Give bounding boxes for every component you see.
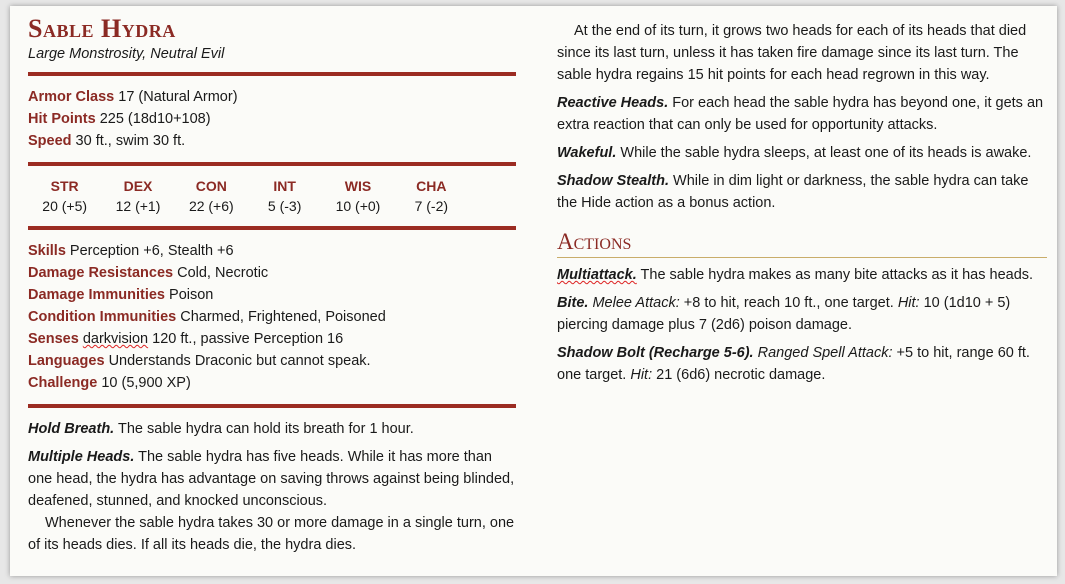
action-name: Bite.	[557, 295, 589, 311]
hit-points-label: Hit Points	[28, 111, 96, 127]
ability-value: 12 (+1)	[115, 198, 161, 214]
damage-resistances-label: Damage Resistances	[28, 265, 174, 281]
hit-label: Hit:	[897, 295, 920, 311]
condition-immunities-value: Charmed, Frightened, Poisoned	[180, 309, 386, 325]
ability-value: 22 (+6)	[188, 198, 234, 214]
monster-name: Sable Hydra	[28, 14, 176, 43]
attack-type: Melee Attack:	[592, 295, 680, 311]
ability-value: 5 (-3)	[267, 198, 302, 214]
action-text: +5 to hit, range 60 ft. one target.	[557, 345, 1030, 383]
condition-immunities	[28, 306, 516, 328]
right-column	[557, 20, 1047, 392]
challenge-value: 10 (5,900 XP)	[101, 375, 191, 391]
ability-name: CHA	[416, 178, 447, 194]
trait-text: The sable hydra has five heads. While it has more than one head, the hydra has advantage on saving throws against being blinded, deafened, stunned, and knocked unconscious.	[28, 449, 515, 509]
ability-cha	[395, 176, 468, 216]
trait-multiple-heads-cont-2: At the end of its turn, it grows two heads for each of its heads that died since its last turn, unless it has taken fire damage since its last turn. The sable hydra regains 15 hit points for each head regrown in this way.	[557, 23, 1027, 83]
trait-multiple-heads	[28, 446, 516, 512]
ability-value: 20 (+5)	[42, 198, 88, 214]
trait-name: Reactive Heads.	[557, 95, 669, 111]
ability-value: 7 (-2)	[414, 198, 449, 214]
trait-reactive-heads	[557, 92, 1047, 136]
languages-label: Languages	[28, 353, 105, 369]
ability-wis	[321, 176, 394, 216]
speed-value: 30 ft., swim 30 ft.	[75, 133, 186, 149]
challenge	[28, 372, 516, 394]
speed-label: Speed	[28, 133, 72, 149]
action-name: Multiattack.	[557, 267, 637, 283]
damage-immunities-label: Damage Immunities	[28, 287, 165, 303]
action-multiattack	[557, 264, 1047, 286]
condition-immunities-label: Condition Immunities	[28, 309, 177, 325]
trait-shadow-stealth	[557, 170, 1047, 214]
trait-text: While in dim light or darkness, the sable hydra can take the Hide action as a bonus action.	[557, 173, 1029, 211]
languages-value: Understands Draconic but cannot speak.	[108, 353, 371, 369]
trait-multiple-heads-cont: Whenever the sable hydra takes 30 or more damage in a single turn, one of its heads dies. If all its heads die, the hydra dies.	[28, 515, 515, 553]
attack-type: Ranged Spell Attack:	[757, 345, 893, 361]
action-bite	[557, 292, 1047, 336]
ability-value: 10 (+0)	[335, 198, 381, 214]
action-text: The sable hydra makes as many bite attacks as it has heads.	[640, 267, 1034, 283]
hit-text: 10 (1d10 + 5) piercing damage plus 7 (2d6) poison damage.	[557, 295, 1011, 333]
ability-name: WIS	[344, 178, 372, 194]
basic-stats	[28, 86, 516, 152]
stat-block-sheet	[10, 6, 1057, 576]
ability-int	[248, 176, 321, 216]
trait-name: Multiple Heads.	[28, 449, 135, 465]
hit-points-value: 225 (18d10+108)	[99, 111, 211, 127]
trait-name: Wakeful.	[557, 145, 617, 161]
skills	[28, 240, 516, 262]
left-column	[28, 14, 516, 562]
damage-resistances-value: Cold, Necrotic	[177, 265, 269, 281]
languages	[28, 350, 516, 372]
armor-class-label: Armor Class	[28, 89, 115, 105]
divider	[28, 226, 516, 230]
skills-label: Skills	[28, 243, 66, 259]
trait-wakeful	[557, 142, 1047, 164]
action-shadow-bolt	[557, 342, 1047, 386]
detail-stats	[28, 240, 516, 394]
senses	[28, 328, 516, 350]
ability-con	[175, 176, 248, 216]
trait-name: Shadow Stealth.	[557, 173, 669, 189]
challenge-label: Challenge	[28, 375, 98, 391]
action-name: Shadow Bolt (Recharge 5-6).	[557, 345, 754, 361]
ability-name: DEX	[123, 178, 153, 194]
hit-text: 21 (6d6) necrotic damage.	[656, 367, 826, 383]
armor-class	[28, 86, 516, 108]
ability-name: CON	[195, 178, 227, 194]
actions-heading: Actions	[557, 228, 1047, 258]
senses-value: 120 ft., passive Perception 16	[148, 331, 344, 347]
skills-value: Perception +6, Stealth +6	[69, 243, 234, 259]
ability-name: INT	[273, 178, 296, 194]
divider	[28, 404, 516, 408]
armor-class-value: 17 (Natural Armor)	[118, 89, 238, 105]
trait-text: While the sable hydra sleeps, at least one of its heads is awake.	[620, 145, 1032, 161]
damage-resistances	[28, 262, 516, 284]
trait-text: The sable hydra can hold its breath for 1 hour.	[117, 421, 414, 437]
ability-dex	[101, 176, 174, 216]
senses-label: Senses	[28, 331, 79, 347]
damage-immunities-value: Poison	[169, 287, 214, 303]
monster-type: Large Monstrosity, Neutral Evil	[28, 46, 225, 62]
speed	[28, 130, 516, 152]
ability-str	[28, 176, 101, 216]
hit-label: Hit:	[630, 367, 653, 383]
hit-points	[28, 108, 516, 130]
ability-name: STR	[50, 178, 79, 194]
ability-scores	[28, 176, 468, 216]
senses-darkvision: darkvision	[82, 331, 149, 347]
trait-name: Hold Breath.	[28, 421, 115, 437]
trait-hold-breath	[28, 418, 516, 440]
trait-text: For each head the sable hydra has beyond one, it gets an extra reaction that can only be used for opportunity attacks.	[557, 95, 1044, 133]
damage-immunities	[28, 284, 516, 306]
divider	[28, 72, 516, 76]
divider	[28, 162, 516, 166]
action-text: +8 to hit, reach 10 ft., one target.	[683, 295, 894, 311]
